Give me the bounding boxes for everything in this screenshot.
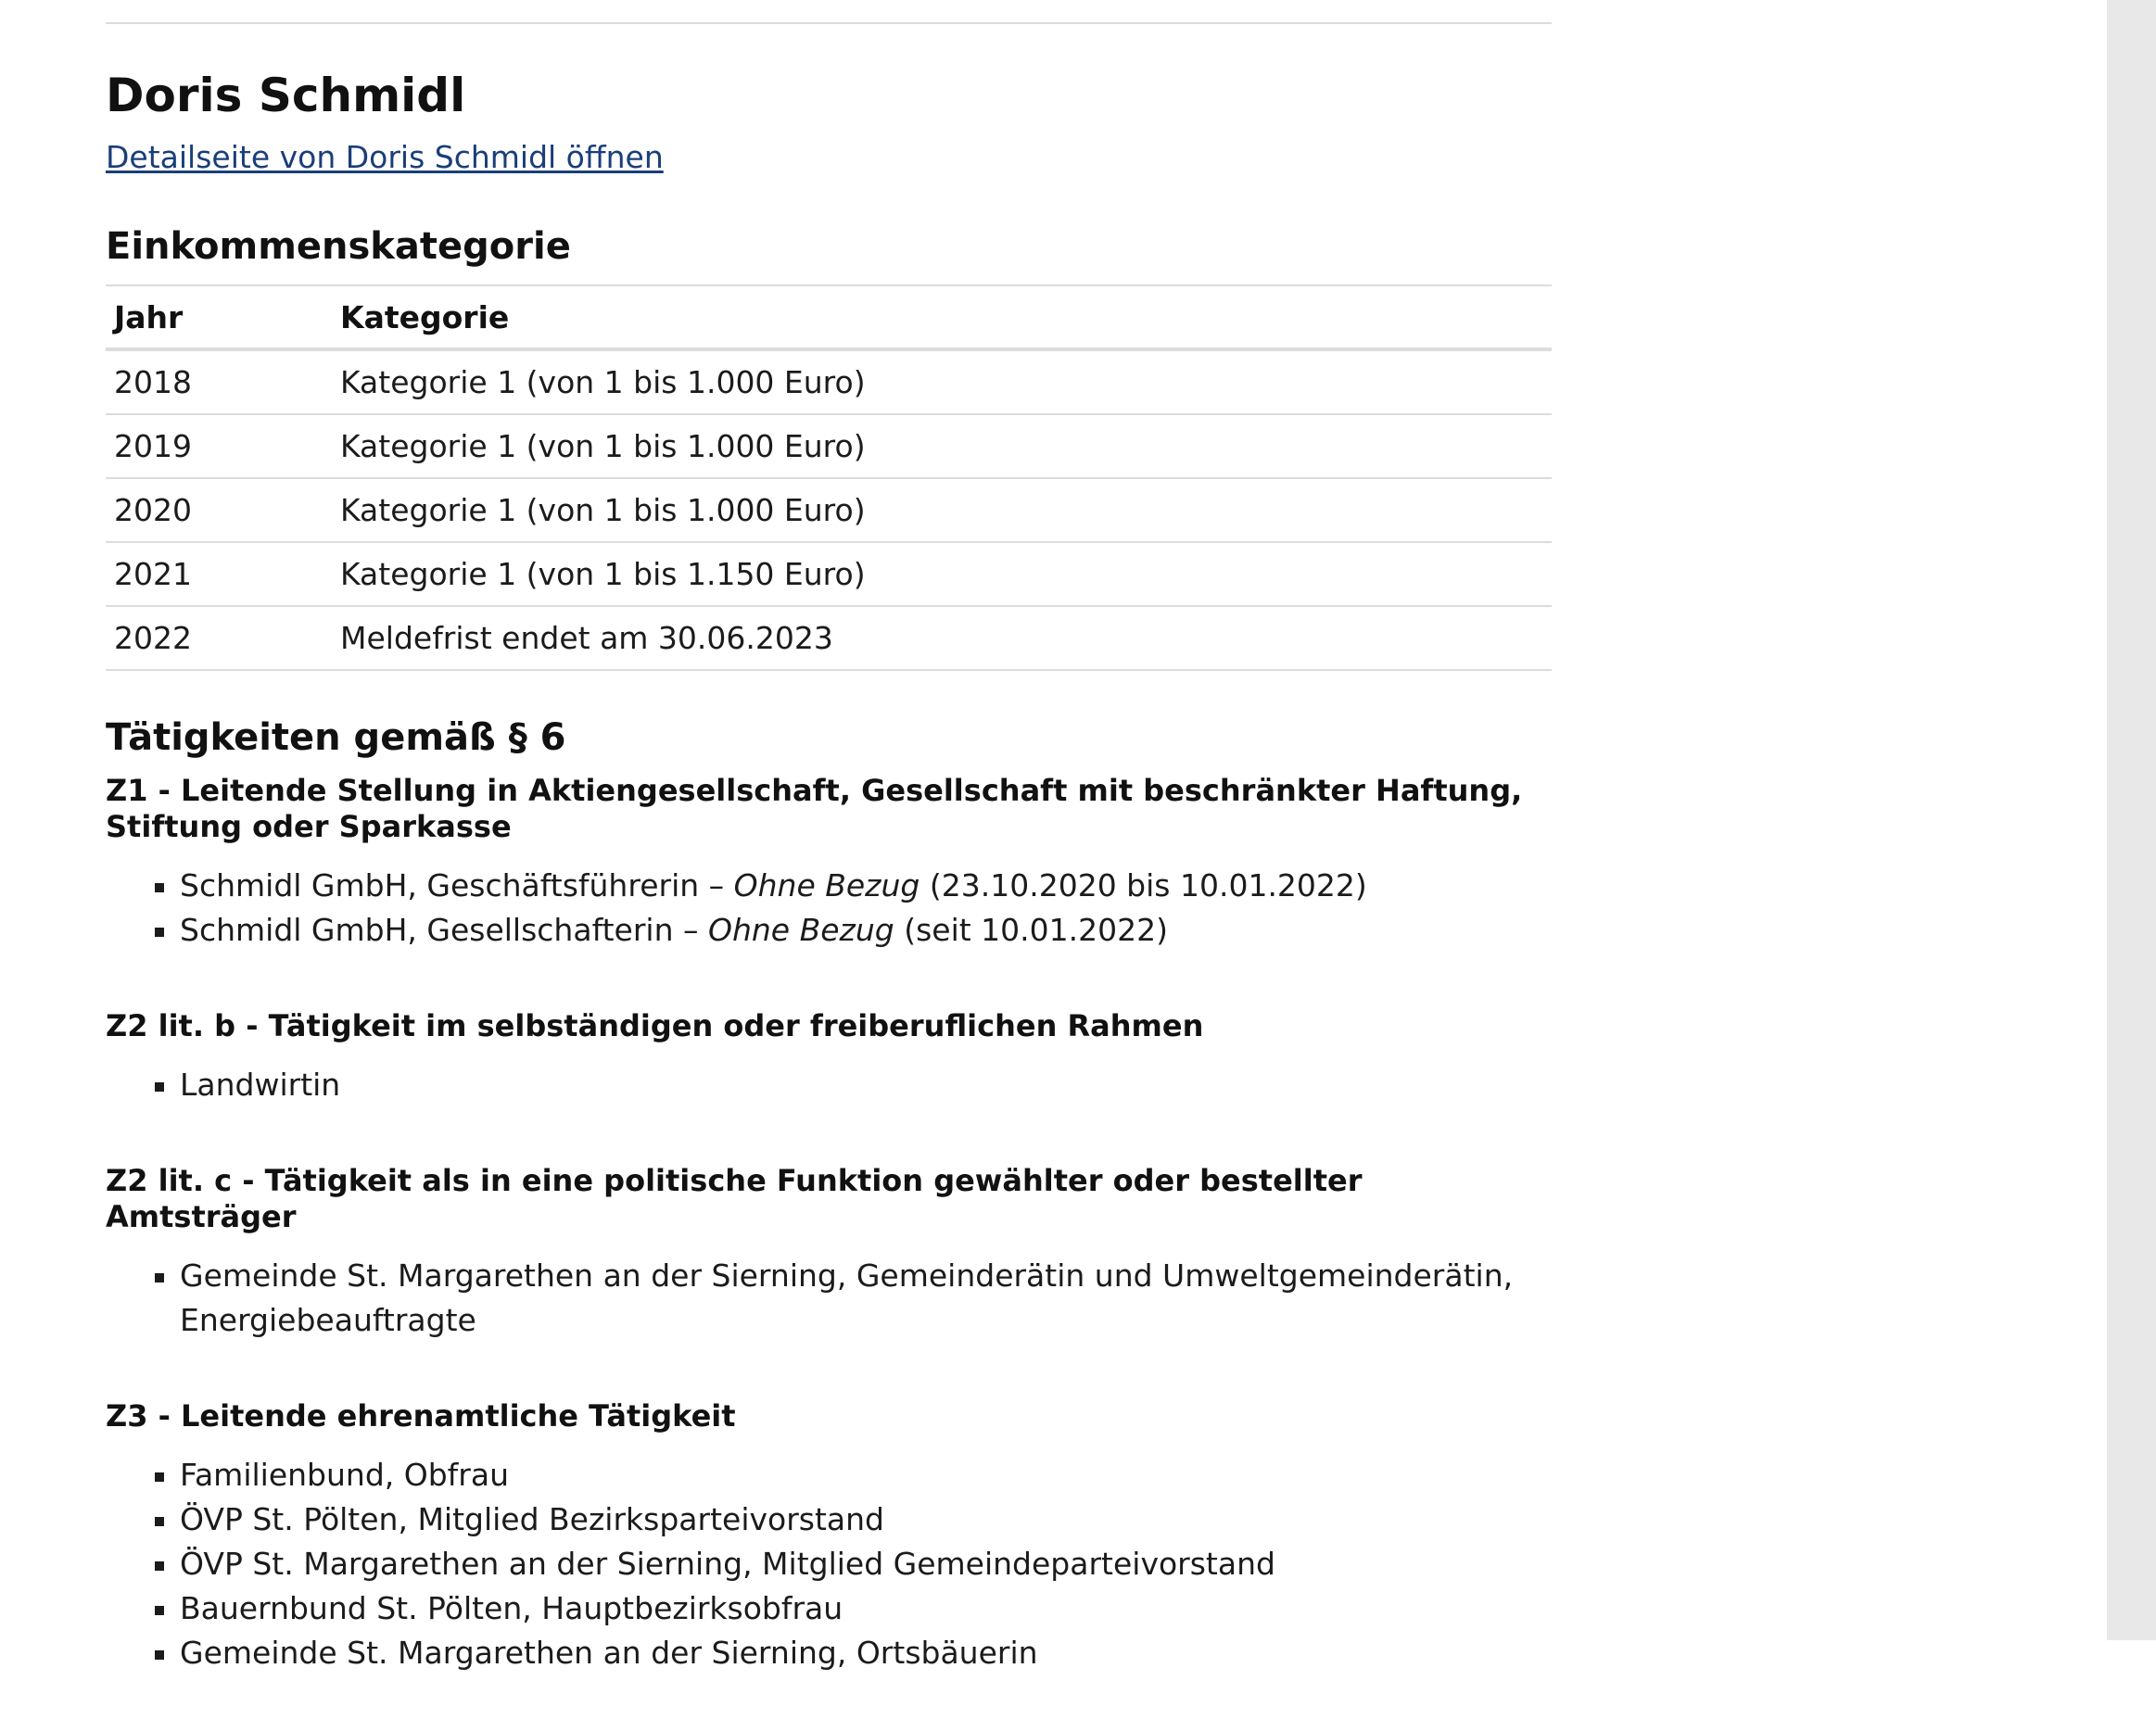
activity-group-title: Z2 lit. b - Tätigkeit im selbständigen oder freiberuflichen Rahmen [106, 1008, 1204, 1043]
table-row [106, 606, 1552, 670]
activity-group-z2c [106, 1163, 1552, 1343]
list-item [180, 908, 1552, 953]
activity-group-title: Z2 lit. c - Tätigkeit als in eine politische Funktion gewählter oder bestellter Amtsträger [106, 1163, 1363, 1234]
activities-heading: Tätigkeiten gemäß § 6 [106, 716, 566, 759]
item-text: Schmidl GmbH, Gesellschafterin – [180, 912, 708, 948]
income-category-heading: Einkommenskategorie [106, 225, 571, 268]
vertical-scrollbar[interactable] [2107, 0, 2156, 1640]
list-item: Gemeinde St. Margarethen an der Sierning, Gemeinderätin und Umweltgemeinderätin, Energiebeauftragte [180, 1254, 1552, 1343]
list-item: Landwirtin [180, 1063, 1552, 1107]
activity-items [106, 1453, 1552, 1675]
activity-group-title: Z1 - Leitende Stellung in Aktiengesellschaft, Gesellschaft mit beschränkter Haftung, Stiftung oder Sparkasse [106, 773, 1523, 844]
table-row [106, 478, 1552, 542]
table-row [106, 542, 1552, 606]
income-category-table [106, 284, 1552, 671]
item-emphasis: Ohne Bezug [733, 867, 920, 903]
list-item: ÖVP St. Margarethen an der Sierning, Mitglied Gemeindeparteivorstand [180, 1542, 1552, 1586]
table-header-row [106, 285, 1552, 349]
year-cell: 2019 [106, 414, 332, 478]
year-cell: 2020 [106, 478, 332, 542]
top-divider [106, 22, 1552, 24]
item-suffix: (23.10.2020 bis 10.01.2022) [919, 867, 1367, 903]
table-row [106, 349, 1552, 414]
list-item: ÖVP St. Pölten, Mitglied Bezirksparteivorstand [180, 1497, 1552, 1542]
person-name: Doris Schmidl [106, 69, 466, 122]
list-item: Bauernbund St. Pölten, Hauptbezirksobfrau [180, 1586, 1552, 1631]
item-text: Schmidl GmbH, Geschäftsführerin – [180, 867, 734, 903]
category-cell: Kategorie 1 (von 1 bis 1.000 Euro) [332, 349, 1552, 414]
activity-items [106, 1063, 1552, 1107]
column-header-category: Kategorie [332, 285, 1552, 349]
category-cell: Meldefrist endet am 30.06.2023 [332, 606, 1552, 670]
list-item: Gemeinde St. Margarethen an der Sierning, Ortsbäuerin [180, 1631, 1552, 1675]
list-item [180, 864, 1552, 908]
year-cell: 2018 [106, 349, 332, 414]
activity-group-z2b [106, 1008, 1552, 1107]
item-emphasis: Ohne Bezug [707, 912, 894, 948]
activity-items [106, 1254, 1552, 1343]
year-cell: 2021 [106, 542, 332, 606]
activities-list [106, 773, 1552, 1731]
column-header-year: Jahr [106, 285, 332, 349]
activity-group-z1 [106, 773, 1552, 953]
activity-group-z3 [106, 1398, 1552, 1675]
detail-page-link[interactable]: Detailseite von Doris Schmidl öffnen [106, 139, 664, 175]
activity-items [106, 864, 1552, 953]
category-cell: Kategorie 1 (von 1 bis 1.000 Euro) [332, 478, 1552, 542]
year-cell: 2022 [106, 606, 332, 670]
category-cell: Kategorie 1 (von 1 bis 1.000 Euro) [332, 414, 1552, 478]
item-suffix: (seit 10.01.2022) [894, 912, 1168, 948]
table-row [106, 414, 1552, 478]
list-item: Familienbund, Obfrau [180, 1453, 1552, 1497]
category-cell: Kategorie 1 (von 1 bis 1.150 Euro) [332, 542, 1552, 606]
activity-group-title: Z3 - Leitende ehrenamtliche Tätigkeit [106, 1398, 736, 1434]
